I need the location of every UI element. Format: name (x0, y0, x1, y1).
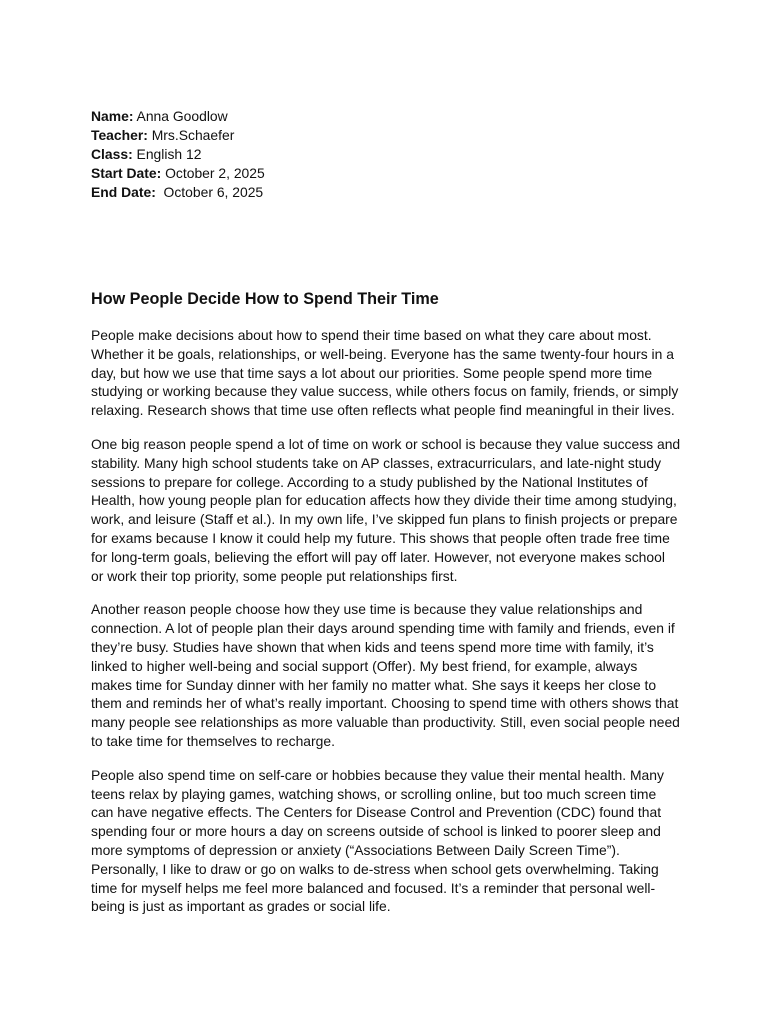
teacher-line (91, 126, 681, 145)
start-date-value: October 2, 2025 (161, 165, 265, 181)
end-date-value: October 6, 2025 (155, 184, 264, 200)
essay-title: How People Decide How to Spend Their Time (91, 290, 439, 308)
start-date-label: Start Date: (91, 165, 162, 181)
paragraph-1: People make decisions about how to spend their time based on what they care about most. Whether it be goals, relationships, or well-being. Everyone has the same twenty-four hours in a day, but how we use that time says a lot about our priorities. Some people spend more time studying or working because they value success, while others focus on family, friends, or simply relaxing. Research shows that time use often reflects what people find meaningful in their lives. (91, 327, 679, 419)
start-date-line (91, 164, 681, 183)
paragraph-3: Another reason people choose how they use time is because they value relationships and connection. A lot of people plan their days around spending time with family and friends, even if they’re busy. Studies have shown that when kids and teens spend more time with family, it’s linked to higher well-being and social support (Offer). My best friend, for example, always makes time for Sunday dinner with her family no matter what. She says it keeps her close to them and reminds her of what’s really important. Choosing to spend time with others shows that many people see relationships as more valuable than productivity. Still, even social people need to take time for themselves to recharge. (91, 601, 680, 749)
name-line (91, 107, 681, 126)
end-date-label: End Date: (91, 184, 156, 200)
header-block (91, 107, 681, 202)
teacher-value: Mrs.Schaefer (147, 127, 235, 143)
teacher-label: Teacher: (91, 127, 148, 143)
end-date-line (91, 183, 681, 202)
paragraph-2: One big reason people spend a lot of time on work or school is because they value success and stability. Many high school students take on AP classes, extracurriculars, and late-night study sessions to prepare for college. According to a study published by the National Institutes of Health, how young people plan for education affects how they divide their time among studying, work, and leisure (Staff et al.). In my own life, I’ve skipped fun plans to finish projects or prepare for exams because I know it could help my future. This shows that people often trade free time for long-term goals, believing the effort will pay off later. However, not everyone makes school or work their top priority, some people put relationships first. (91, 435, 681, 584)
class-line (91, 145, 681, 164)
class-label: Class: (91, 146, 133, 162)
essay-body (91, 326, 681, 931)
class-value: English 12 (132, 146, 202, 162)
name-label: Name: (91, 108, 134, 124)
name-value: Anna Goodlow (133, 108, 228, 124)
paragraph-4: People also spend time on self-care or hobbies because they value their mental health. Many teens relax by playing games, watching shows, or scrolling online, but too much screen time can have negative effects. The Centers for Disease Control and Prevention (CDC) found that spending four or more hours a day on screens outside of school is linked to poorer sleep and more symptoms of depression or anxiety (“Associations Between Daily Screen Time”). Personally, I like to draw or go on walks to de-stress when school gets overwhelming. Taking time for myself helps me feel more balanced and focused. It’s a reminder that personal well-being is just as important as grades or social life. (91, 766, 664, 915)
